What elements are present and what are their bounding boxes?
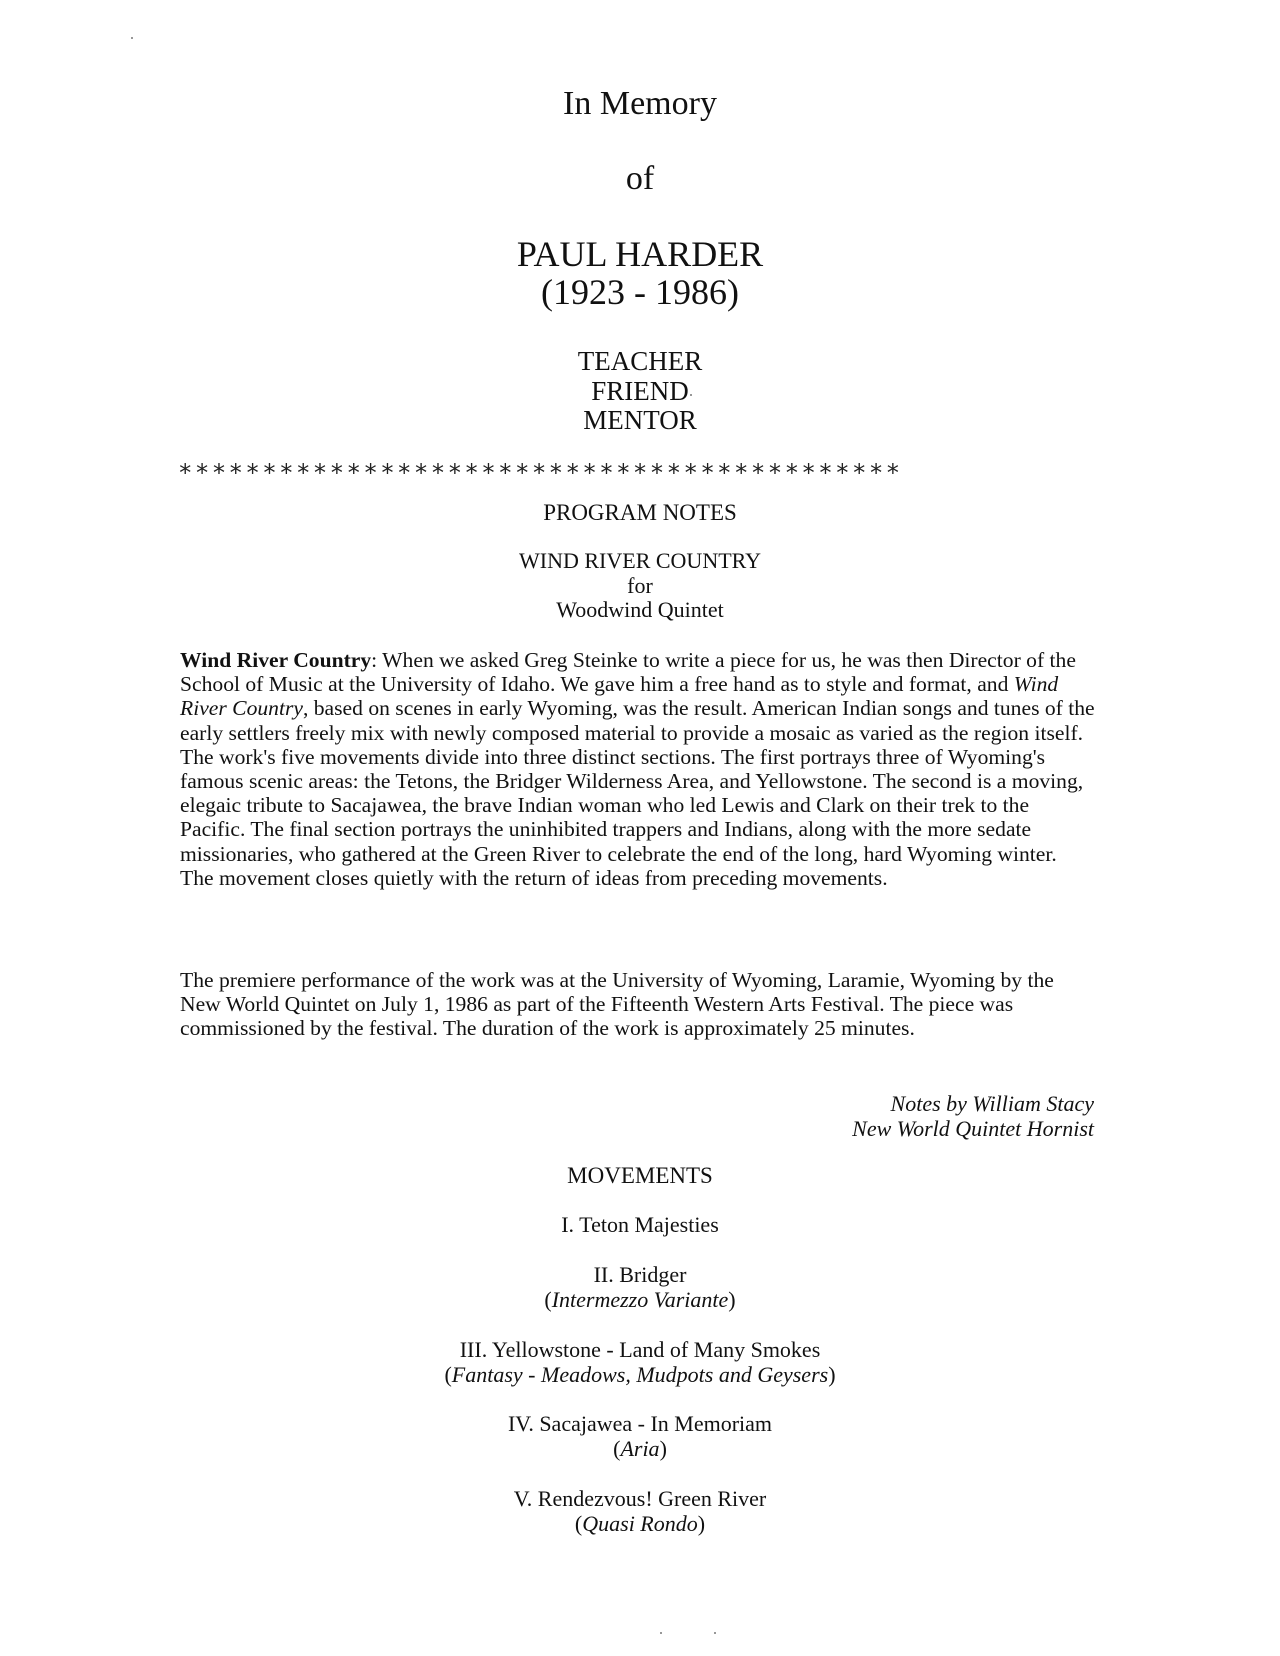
- movement-3-subtitle-text: Fantasy - Meadows, Mudpots and Geysers: [451, 1362, 829, 1387]
- movement-3-subtitle: (Fantasy - Meadows, Mudpots and Geysers): [444, 1362, 836, 1387]
- role-friend: FRIEND: [591, 376, 689, 406]
- movements-heading: MOVEMENTS: [567, 1163, 713, 1188]
- notes-credit-author: Notes by William Stacy: [890, 1091, 1094, 1116]
- movement-5-subtitle: (Quasi Rondo): [574, 1511, 706, 1536]
- movement-5-subtitle-text: Quasi Rondo: [582, 1511, 698, 1536]
- movement-2-subtitle: (Intermezzo Variante): [544, 1287, 736, 1312]
- piece-ensemble: Woodwind Quintet: [556, 597, 724, 622]
- movement-1-title: I. Teton Majesties: [561, 1212, 719, 1237]
- role-teacher: TEACHER: [577, 346, 703, 376]
- movement-4-subtitle-text: Aria: [620, 1436, 660, 1461]
- notes-italic-title: Wind River Country: [180, 672, 1059, 721]
- scan-speck: [714, 1632, 716, 1634]
- notes-credit-role: New World Quintet Hornist: [852, 1116, 1094, 1141]
- movement-2-title: II. Bridger: [593, 1262, 687, 1287]
- notes-text-a: : When we asked Greg Steinke to write a piece for us, he was then Director of the School of Music at the University of Idaho. We gave him a free hand as to style and format, and: [180, 648, 1076, 697]
- movement-2-subtitle-text: Intermezzo Variante: [551, 1287, 729, 1312]
- memorial-of: of: [625, 160, 655, 197]
- program-notes-heading: PROGRAM NOTES: [543, 500, 737, 525]
- honoree-years: (1923 - 1986): [541, 272, 739, 312]
- notes-paragraph-2: The premiere performance of the work was at the University of Wyoming, Laramie, Wyoming by the New World Quintet on July 1, 1986 as part of the Fifteenth Western Arts Festival. The piece was commissioned by the festival. The duration of the work is approximately 25 minutes.: [180, 968, 1054, 1041]
- notes-text-b: , based on scenes in early Wyoming, was the result. American Indian songs and tunes of the early settlers freely mix with newly composed material to provide a mosaic as varied as the region itself. The work's five movements divide into three distinct sections. The first portrays three of Wyoming's famous scenic areas: the Tetons, the Bridger Wilderness Area, and Yellowstone. The second is a moving, elegaic tribute to Sacajawea, the brave Indian woman who led Lewis and Clark on their trek to the Pacific. The final section portrays the uninhibited trappers and Indians, along with the more sedate missionaries, who gathered at the Green River to celebrate the end of the long, hard Wyoming winter. The movement closes quietly with the return of ideas from preceding movements.: [180, 696, 1095, 890]
- role-mentor: MENTOR: [583, 405, 697, 435]
- piece-title: WIND RIVER COUNTRY: [519, 548, 761, 573]
- movement-4-title: IV. Sacajawea - In Memoriam: [507, 1411, 773, 1436]
- asterisk-divider: *******************************************: [178, 459, 903, 487]
- scan-speck: [660, 1632, 662, 1634]
- movement-3-title: III. Yellowstone - Land of Many Smokes: [459, 1337, 821, 1362]
- movement-5-title: V. Rendezvous! Green River: [513, 1486, 767, 1511]
- notes-paragraph-1: [180, 648, 1095, 890]
- notes-lead-title: Wind River Country: [180, 648, 372, 672]
- scan-speck: [131, 37, 133, 39]
- piece-for: for: [627, 573, 653, 598]
- memorial-heading: In Memory: [563, 85, 717, 122]
- honoree-name: PAUL HARDER: [516, 234, 764, 274]
- movement-4-subtitle: (Aria): [613, 1436, 667, 1461]
